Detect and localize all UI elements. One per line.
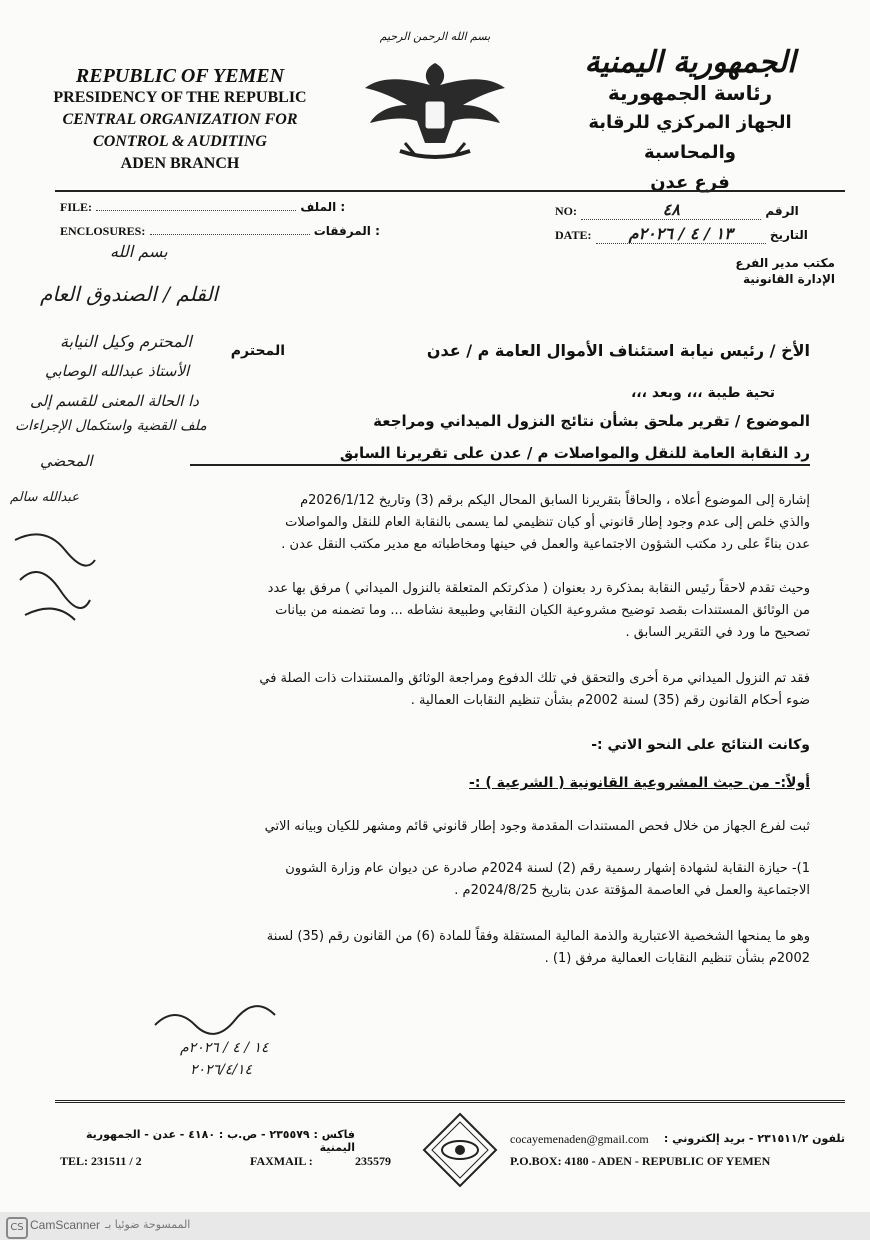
office-line2: الإدارة القانونية [743, 272, 835, 286]
date-label-en: DATE: [555, 228, 592, 242]
file-label-ar: الملف : [300, 200, 346, 214]
signature-date-2: ٢٠٢٦/٤/١٤ [190, 1062, 253, 1078]
english-letterhead [30, 65, 330, 175]
para6-line2: 2002م بشأن تنظيم النقابات العمالية مرفق (1) . [544, 951, 810, 966]
signature-date-1: ١٤ / ٤ / ٢٠٢٦م [180, 1040, 269, 1056]
para4: ثبت لفرع الجهاز من خلال فحص المستندات المقدمة وجود إطار قانوني قائم ومشهر للكيان وبيانه الاتي [264, 819, 810, 834]
office-stamp [635, 255, 835, 287]
footer-tel: TEL: 231511 / 2 [60, 1154, 142, 1168]
basmala: بسم الله الرحمن الرحيم [379, 30, 491, 43]
footer-email: cocayemenaden@gmail.com [510, 1132, 649, 1146]
para1-line3: عدن بناءً على رد مكتب الشؤون الاجتماعية والعمل في حينها ومخاطباته مع مدير مكتب النقل عدن . [281, 537, 810, 552]
file-dots [96, 210, 296, 211]
subject-line2: رد النقابة العامة للنقل والمواصلات م / عدن على تقريرنا السابق [190, 442, 810, 466]
header-en-line4: CONTROL & AUDITING [93, 133, 267, 150]
no-label-ar: الرقم [765, 204, 799, 218]
enclosures-dots [150, 234, 310, 235]
handwriting-3: المحترم وكيل النيابة [60, 332, 192, 351]
file-label-en: FILE: [60, 200, 93, 214]
para2-line3: تصحيح ما ورد في التقرير السابق . [625, 625, 810, 640]
date-value: ١٣ / ٤ / ٢٠٢٦م [596, 224, 766, 244]
enclosures-label-en: ENCLOSURES: [60, 224, 146, 238]
no-value: ٤٨ [581, 200, 761, 220]
first-section-heading: أولاً:- من حيث المشروعية القانونية ( الشرعية ) :- [469, 775, 810, 791]
header-ar-line4: فرع عدن [650, 172, 730, 193]
signature-scribble [150, 1000, 280, 1040]
handwriting-4: الأستاذ عبدالله الوصابي [45, 362, 190, 380]
addressee-honor: المحترم [230, 343, 285, 359]
footer-ar-right: تلفون ٢٣١٥١١/٢ - بريد إلكتروني : [663, 1132, 845, 1145]
no-row [555, 200, 845, 220]
header-divider [55, 190, 845, 192]
date-row [555, 224, 845, 244]
handwriting-2: القلم / الصندوق العام [40, 282, 218, 306]
office-line1: مكتب مدير الفرع [735, 256, 835, 270]
file-row [60, 200, 380, 215]
greeting: تحية طيبة ،،، وبعد ،،، [630, 385, 775, 401]
footer-divider [55, 1100, 845, 1103]
addressee: الأخ / رئيس نيابة استئناف الأموال العامة م / عدن [426, 341, 810, 360]
camscanner-ar: الممسوحة ضوئيا بـ [105, 1218, 191, 1231]
eagle-icon [345, 43, 525, 173]
footer-pobox: P.O.BOX: 4180 - ADEN - REPUBLIC OF YEMEN [510, 1154, 771, 1168]
subject-line1: الموضوع / تقرير ملحق بشأن نتائج النزول الميداني ومراجعة [373, 412, 810, 430]
camscanner-icon: CS [6, 1217, 28, 1239]
header-ar-line2: رئاسة الجمهورية [607, 81, 773, 105]
no-label-en: NO: [555, 204, 577, 218]
enclosures-label-ar: المرفقات : [313, 224, 380, 238]
para5-line2: الاجتماعية والعمل في العاصمة المؤقتة عدن بتاريخ 2024/8/25م . [454, 883, 810, 898]
eye-logo-icon [420, 1110, 500, 1190]
yemen-eagle-emblem [345, 30, 525, 180]
footer-ar-left: فاكس : ٢٣٥٥٧٩ - ص.ب : ٤١٨٠ - عدن - الجمهورية اليمنية [85, 1128, 355, 1154]
organization-logo [420, 1110, 500, 1190]
arabic-letterhead [540, 45, 840, 198]
header-en-line1: REPUBLIC OF YEMEN [75, 65, 285, 87]
footer-faxmail-label: FAXMAIL : [250, 1154, 313, 1168]
para3-line1: فقد تم النزول الميداني مرة أخرى والتحقق في تلك الدفوع ومراجعة الوثائق والمستندات ذات الصلة في [259, 671, 810, 686]
handwriting-6: ملف القضية واستكمال الإجراءات [15, 418, 207, 434]
header-ar-line1: الجمهورية اليمنية [584, 45, 796, 80]
para2-line2: من الوثائق المستندات بقصد توضيح مشروعية الكيان النقابي وطبيعة نشاطه ... وما تضمنه من بيانات [275, 603, 810, 618]
header-en-line3: CENTRAL ORGANIZATION FOR [62, 111, 298, 128]
results-heading: وكانت النتائج على النحو الاتي :- [591, 737, 810, 753]
header-en-line5: ADEN BRANCH [120, 155, 240, 172]
para2-line1: وحيث تقدم لاحقاً رئيس النقابة بمذكرة رد بعنوان ( مذكرتكم المتعلقة بالنزول الميداني ) مرفق بها عدد [267, 581, 810, 596]
para5-line1: 1)- حيازة النقابة لشهادة إشهار رسمية رقم (2) لسنة 2024م صادرة عن ديوان عام وزارة الشوون [285, 861, 810, 876]
para1-line2: والذي خلص إلى عدم وجود إطار قانوني أو كيان تنظيمي لما يسمى بالنقابة العام للنقل والمواصلات [285, 515, 810, 530]
enclosures-row [60, 224, 380, 239]
date-label-ar: التاريخ [769, 228, 808, 242]
header-ar-line3: الجهاز المركزي للرقابة والمحاسبة [588, 112, 792, 163]
header-en-line2: PRESIDENCY OF THE REPUBLIC [53, 89, 307, 106]
handwriting-7: المحضي [40, 452, 93, 470]
para3-line2: ضوء أحكام القانون رقم (35) لسنة 2002م بشأن تنظيم النقابات العمالية . [410, 693, 810, 708]
footer-faxmail-value: 235579 [355, 1154, 391, 1168]
para6-line1: وهو ما يمنحها الشخصية الاعتبارية والذمة المالية المستقلة وفقاً للمادة (6) من القانون رقم (35) لسنة [266, 929, 810, 944]
camscanner-bar [0, 1212, 870, 1240]
handwriting-5: دا الحالة المعنى للقسم إلى [30, 392, 199, 410]
handwriting-1: بسم الله [110, 242, 168, 261]
para1-line1: إشارة إلى الموضوع أعلاه ، والحاقاً بتقريرنا السابق المحال اليكم برقم (3) وتاريخ 2026/1/12م [300, 493, 810, 508]
handwriting-8: عبدالله سالم [10, 490, 79, 505]
camscanner-brand: CamScanner [30, 1218, 101, 1232]
